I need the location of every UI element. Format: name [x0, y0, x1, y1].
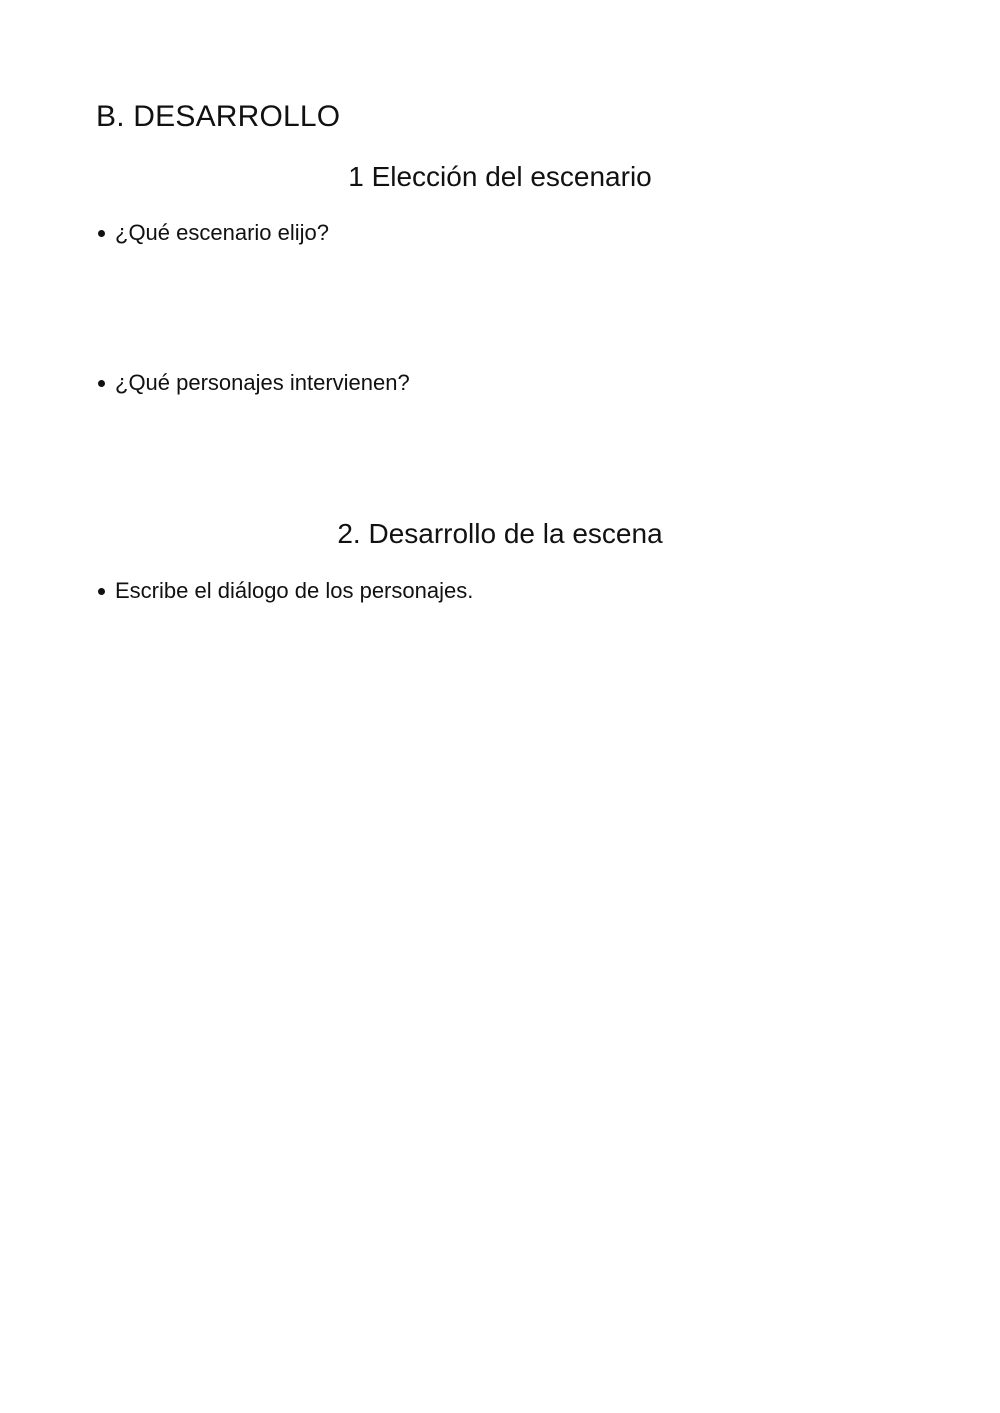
question-dialogo — [98, 576, 473, 606]
bullet-icon — [98, 380, 105, 387]
question-escenario-text: ¿Qué escenario elijo? — [115, 220, 330, 245]
question-escenario — [98, 218, 329, 248]
question-personajes-text: ¿Qué personajes intervienen? — [115, 370, 410, 395]
answer-area-dialogo[interactable] — [96, 614, 904, 1334]
heading-desarrollo-escena: 2. Desarrollo de la escena — [337, 518, 663, 549]
answer-area-personajes[interactable] — [96, 406, 904, 506]
answer-area-escenario[interactable] — [96, 256, 904, 356]
question-personajes — [98, 368, 410, 398]
question-dialogo-text: Escribe el diálogo de los personajes. — [115, 578, 474, 603]
bullet-icon — [98, 230, 105, 237]
bullet-icon — [98, 588, 105, 595]
heading-eleccion-escenario: 1 Elección del escenario — [348, 161, 652, 192]
section-title: B. DESARROLLO — [96, 100, 341, 133]
